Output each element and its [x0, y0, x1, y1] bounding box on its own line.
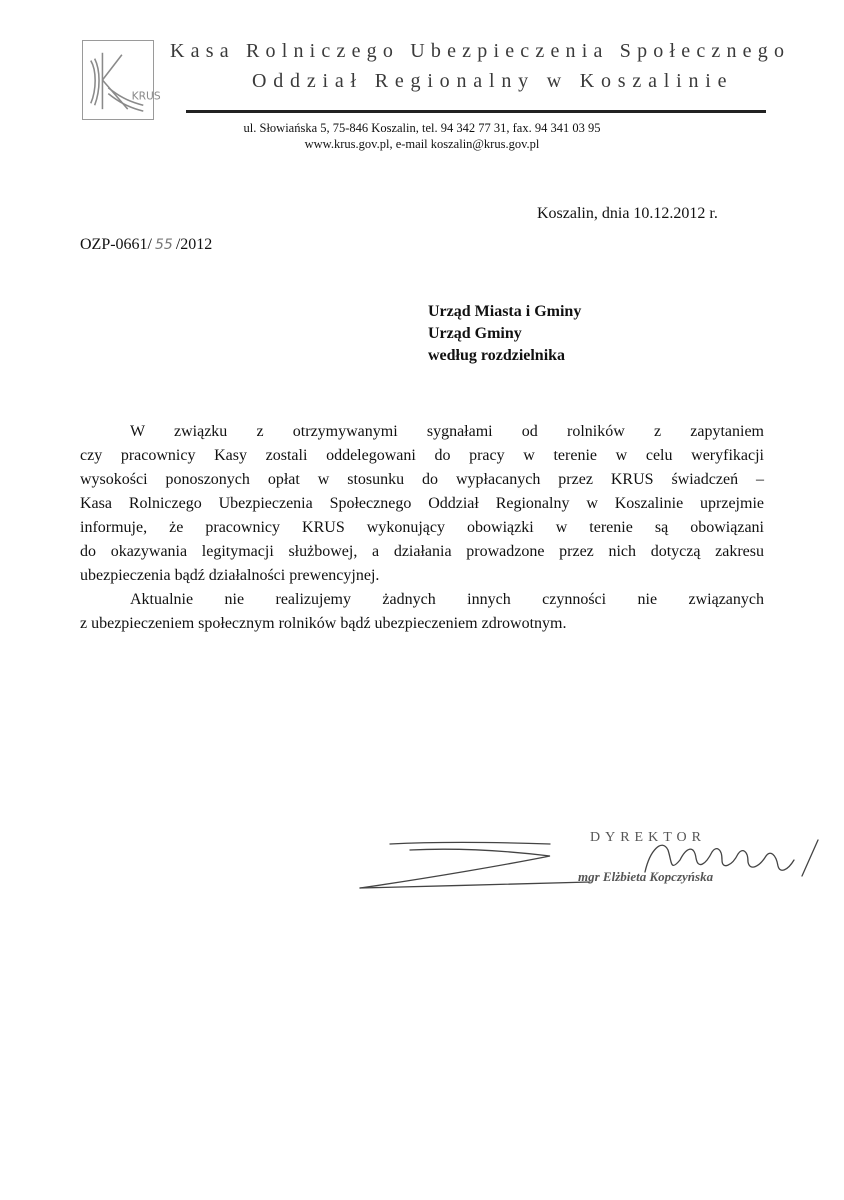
krus-logo-text: KRUS: [131, 89, 161, 103]
letterhead-divider: [186, 110, 766, 113]
reference-number: [80, 236, 212, 254]
body-line: wysokości ponoszonych opłat w stosunku do wypłacanych przez KRUS świadczeń –: [80, 471, 764, 488]
krus-logo-graphic: [83, 41, 161, 119]
body-line: do okazywania legitymacji służbowej, a działania prowadzone przez nich dotyczą zakresu: [80, 543, 764, 560]
body-line: Kasa Rolniczego Ubezpieczenia Społecznego Oddział Regionalny w Koszalinie uprzejmie: [80, 495, 764, 512]
paragraph-2: [80, 588, 764, 636]
contact-line: www.krus.gov.pl, e-mail koszalin@krus.gov.pl: [304, 137, 540, 151]
paragraph-1: [80, 420, 764, 588]
krus-logo: [82, 40, 161, 120]
recipient-line: według rozdzielnika: [428, 347, 566, 364]
reference-suffix: /2012: [175, 236, 213, 253]
recipient-line: Urząd Gminy: [428, 325, 522, 342]
org-name: Kasa Rolniczego Ubezpieczenia Społecznego: [170, 40, 791, 62]
body-line: ubezpieczenia bądź działalności prewencyjnej.: [80, 567, 380, 584]
recipient-block: [428, 301, 581, 367]
reference-handwritten-number: 55: [155, 237, 173, 253]
signature-title: DYREKTOR: [590, 830, 706, 845]
body-line: Aktualnie nie realizujemy żadnych innych czynności nie związanych: [130, 591, 764, 608]
address-line: ul. Słowiańska 5, 75-846 Koszalin, tel. 94 342 77 31, fax. 94 341 03 95: [243, 121, 601, 135]
signatory-name: mgr Elżbieta Kopczyńska: [578, 869, 714, 884]
body-line: z ubezpieczeniem społecznym rolników bądź ubezpieczeniem zdrowotnym.: [80, 615, 567, 632]
body-line: W związku z otrzymywanymi sygnałami od rolników z zapytaniem: [130, 423, 764, 440]
recipient-line: Urząd Miasta i Gminy: [428, 303, 582, 320]
reference-prefix: OZP-0661/: [80, 236, 152, 253]
letter-body: [80, 420, 764, 636]
body-line: czy pracownicy Kasy zostali oddelegowani do pracy w terenie w celu weryfikacji: [80, 447, 764, 464]
place-date: Koszalin, dnia 10.12.2012 r.: [537, 205, 718, 222]
org-branch: Oddział Regionalny w Koszalinie: [252, 70, 734, 92]
body-line: informuje, że pracownicy KRUS wykonujący obowiązki w terenie są obowiązani: [80, 519, 764, 536]
